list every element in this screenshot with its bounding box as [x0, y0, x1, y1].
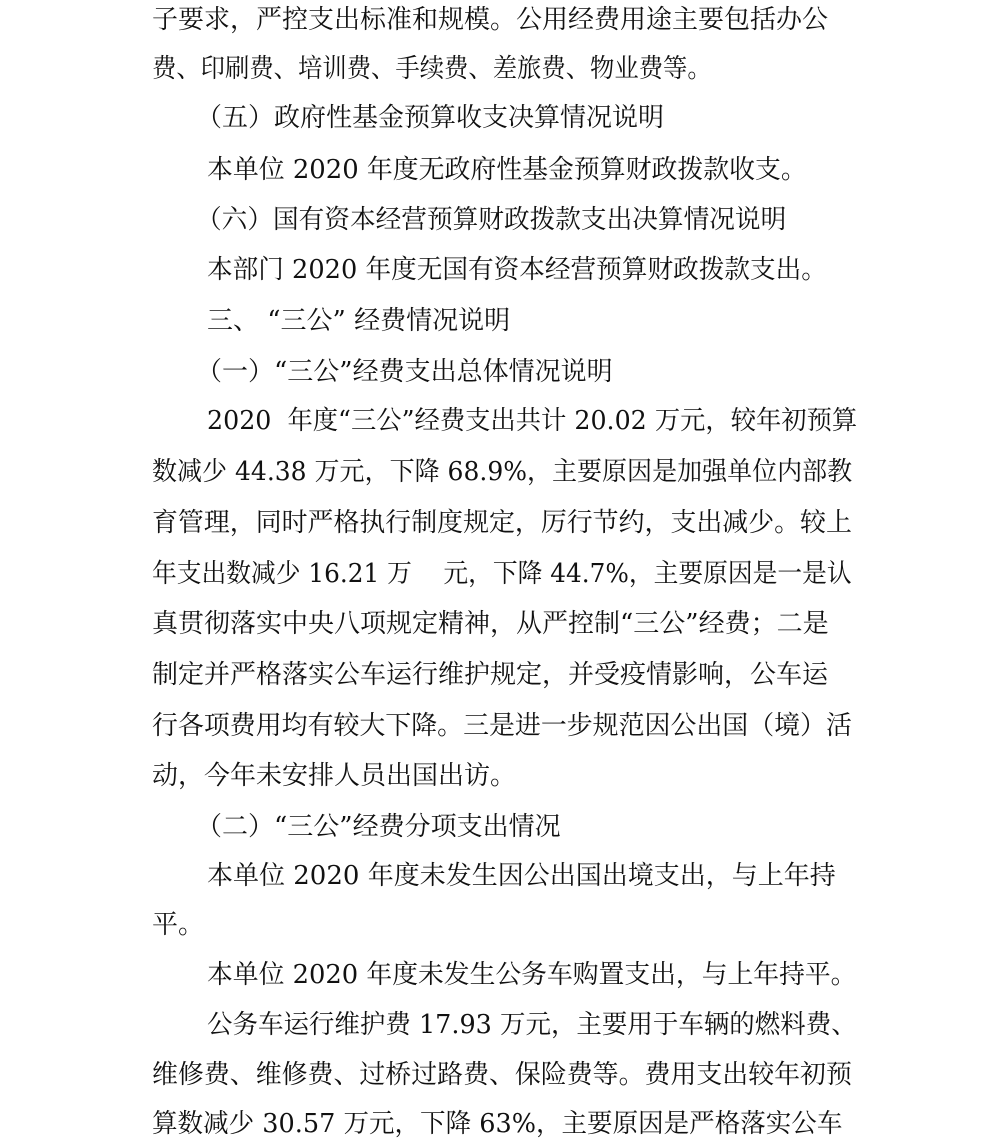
- text-line-21: 公务车运行维护费 17.93 万元，主要用于车辆的燃料费、: [207, 1010, 857, 1040]
- text-line-2: 费、印刷费、培训费、手续费、差旅费、物业费等。: [152, 54, 712, 84]
- section-heading-5: （五）政府性基金预算收支决算情况说明: [196, 103, 665, 133]
- text-line-15: 行各项费用均有较大下降。三是进一步规范因公出国（境）活: [152, 711, 852, 741]
- text-line-1: 子要求，严控支出标准和规模。公用经费用途主要包括办公: [152, 5, 829, 35]
- text-line-12: 年支出数减少 16.21 万 元，下降 44.7%，主要原因是一是认: [152, 559, 852, 589]
- text-line-22: 维修费、维修费、过桥过路费、保险费等。费用支出较年初预: [152, 1060, 852, 1090]
- text-line-16: 动，今年未安排人员出国出访。: [152, 761, 517, 791]
- section-heading-1: （一）“三公”经费支出总体情况说明: [196, 357, 613, 387]
- text-line-11: 育管理，同时严格执行制度规定，厉行节约，支出减少。较上: [152, 508, 852, 538]
- text-line-13: 真贯彻落实中央八项规定精神，从严控制“三公”经费；二是: [152, 609, 829, 639]
- text-line-14: 制定并严格落实公车运行维护规定，并受疫情影响，公车运: [152, 660, 829, 690]
- section-heading-6: （六）国有资本经营预算财政拨款支出决算情况说明: [196, 205, 787, 235]
- text-line-18: 本单位 2020 年度未发生因公出国出境支出，与上年持: [207, 861, 836, 891]
- text-line-20: 本单位 2020 年度未发生公务车购置支出，与上年持平。: [207, 960, 857, 990]
- text-line-23: 算数减少 30.57 万元，下降 63%，主要原因是严格落实公车: [152, 1109, 843, 1139]
- text-line-19: 平。: [152, 910, 205, 940]
- section-heading-2: （二）“三公”经费分项支出情况: [196, 812, 561, 842]
- text-line-6: 本部门 2020 年度无国有资本经营预算财政拨款支出。: [207, 255, 827, 285]
- text-line-9: 2020 年度“三公”经费支出共计 20.02 万元，较年初预算: [207, 406, 858, 436]
- chapter-heading-3: 三、 “三公” 经费情况说明: [207, 306, 511, 336]
- text-line-10: 数减少 44.38 万元，下降 68.9%，主要原因是加强单位内部教: [152, 457, 853, 487]
- text-line-4: 本单位 2020 年度无政府性基金预算财政拨款收支。: [207, 155, 807, 185]
